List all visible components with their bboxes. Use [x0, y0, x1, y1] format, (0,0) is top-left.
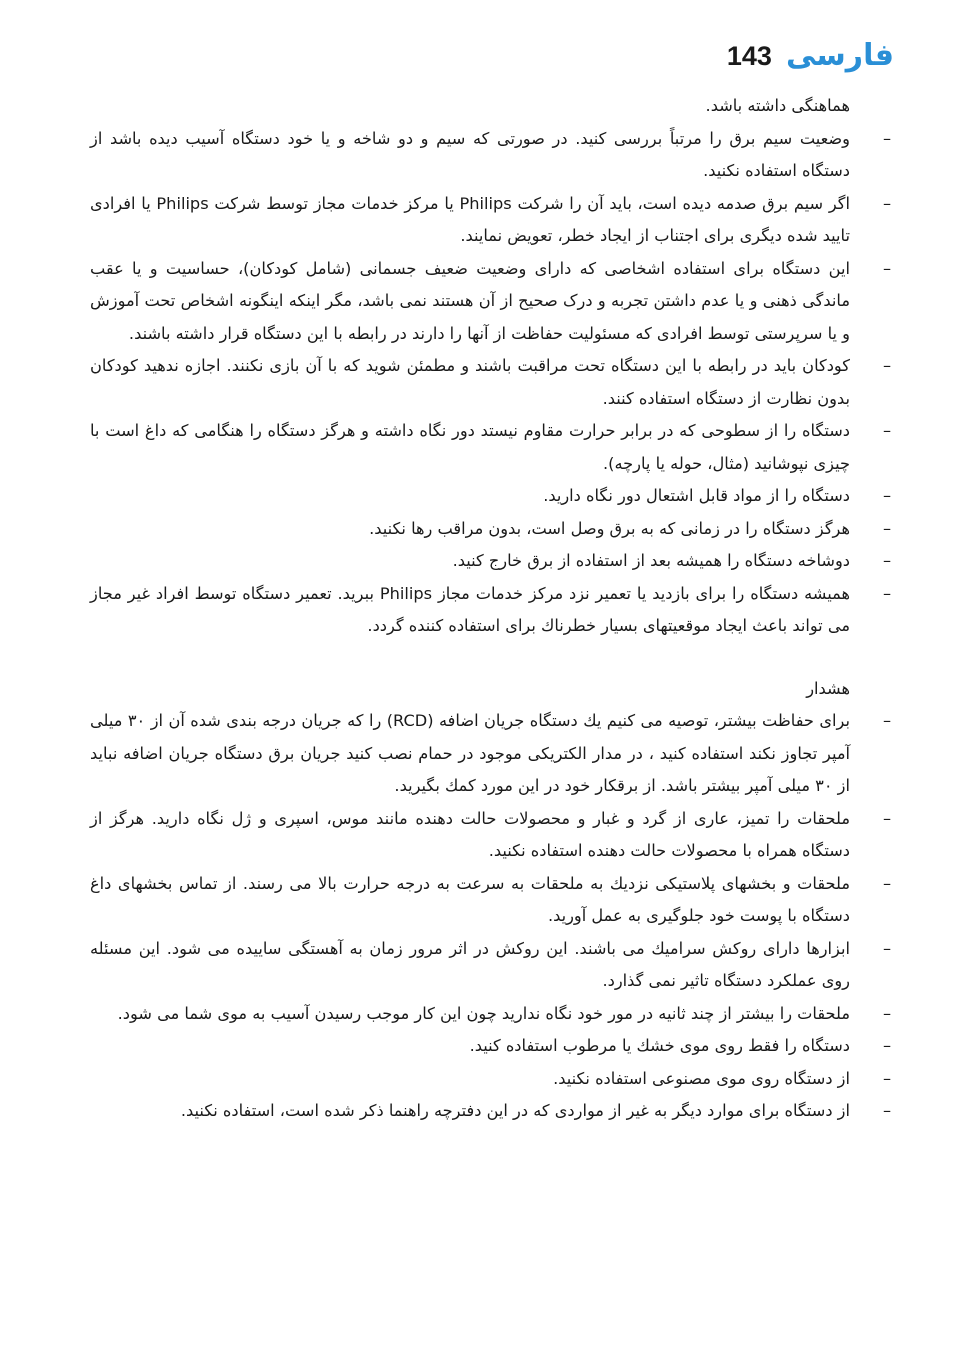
list-item-text: دوشاخه دستگاه را همیشه بعد از استفاده از برق خارج کنید.	[452, 551, 850, 570]
list-item	[90, 415, 892, 480]
bullet-dash: –	[882, 518, 892, 538]
list-item	[90, 188, 892, 253]
bullet-dash: –	[882, 1101, 892, 1120]
list-item-text: ملحقات و بخشهای پلاستیکی نزدیك به ملحقات به سرعت به درجه حرارت بالا می رسند. از تماس بخشهای داغ دستگاه با پوست خود جلوگیری به عمل آورید.	[90, 873, 850, 925]
list-item-text: هرگز دستگاه را در زمانی که به برق وصل است، بدون مراقب رها نکنید.	[369, 518, 850, 538]
bullet-dash: –	[882, 128, 892, 148]
language-title: فارسی	[785, 38, 894, 73]
list-item	[90, 1095, 892, 1128]
bullet-dash: –	[882, 486, 892, 505]
list-item	[90, 705, 892, 803]
warning-list	[90, 705, 892, 1128]
list-item-text: برای حفاظت بیشتر، توصیه می کنیم یك دستگاه جریان اضافه (RCD) را که جریان درجه بندی شده آن از ۳۰ میلی آمپر تجاوز نکند استفاده کنید ، در مدار الکتریکی موجود در حمام نصب کنید جریان برق دستگاه جریان اضافه نباید از ۳۰ میلی آمپر بیشتر باشد. از برقکار خود در این مورد کمك بگیرید.	[90, 711, 850, 795]
bullet-dash: –	[882, 873, 892, 893]
bullet-dash: –	[882, 258, 892, 278]
list-item-text: دستگاه را از مواد قابل اشتعال دور نگاه دارید.	[543, 486, 850, 505]
bullet-dash: –	[882, 938, 892, 958]
bullet-dash: –	[882, 808, 892, 828]
bullet-dash: –	[882, 421, 892, 440]
page-body	[90, 90, 892, 1128]
list-item-text: ابزارها دارای روکش سرامیك می باشند. این روکش در اثر مرور زمان به آهستگی ساییده می شود. این مسئله روی عملکرد دستگاه تاثیر نمی گذارد.	[90, 938, 850, 990]
list-item	[90, 1030, 892, 1063]
list-item-text: ملحقات را بیشتر از چند ثانیه در مور خود نگاه ندارید چون این کار موجب رسیدن آسیب به موی شما می شود.	[117, 1003, 850, 1023]
list-item-text: از دستگاه برای موارد دیگر به غیر از مواردی که در این دفترچه راهنما ذکر شده است، استفاده نکنید.	[180, 1101, 850, 1120]
bullet-dash: –	[882, 551, 892, 570]
list-item	[90, 123, 892, 188]
list-item	[90, 578, 892, 643]
warning-heading: هشدار	[806, 678, 850, 698]
list-item-text: همیشه دستگاه را برای بازدید یا تعمیر نزد مرکز خدمات مجاز Philips ببرید. تعمیر دستگاه توسط افراد غیر مجاز می تواند باعث ایجاد موقعیتهای بسیار خطرناك برای استفاده کننده گردد.	[90, 583, 850, 635]
list-item-text: ملحقات را تمیز، عاری از گرد و غبار و محصولات حالت دهنده مانند موس، اسپری و ژل نگاه دارید. هرگز از دستگاه همراه با محصولات حالت دهنده استفاده نکنید.	[90, 808, 850, 860]
bullet-dash: –	[882, 193, 892, 213]
bullet-dash: –	[882, 356, 892, 375]
list-item	[90, 350, 892, 415]
intro-line: هماهنگی داشته باشد.	[705, 96, 850, 115]
list-item-text: دستگاه را از سطوحی که در برابر حرارت مقاوم نیستد دور نگاه داشته و هرگز دستگاه را هنگامی که داغ است با چیزی نپوشانید (مثال، حوله یا پارچه).	[90, 421, 850, 473]
bullet-dash: –	[882, 1068, 892, 1088]
page-header	[727, 38, 894, 73]
list-item-text: اگر سیم برق صدمه دیده است، باید آن را شرکت Philips یا مرکز خدمات مجاز توسط شرکت Philips یا افرادی تایید شده دیگری برای اجتناب از ایجاد خطر، تعویض نمایند.	[90, 193, 850, 245]
page-number: 143	[726, 41, 772, 71]
bullet-dash: –	[882, 711, 892, 730]
safety-list	[90, 123, 892, 643]
list-item	[90, 253, 892, 351]
list-item-text: دستگاه را فقط روی موی خشك یا مرطوب استفاده کنید.	[469, 1036, 850, 1055]
list-item-text: وضعیت سیم برق را مرتباً بررسی کنید. در صورتی که سیم و دو شاخه و یا خود دستگاه آسیب دیده باشد از دستگاه استفاده نکنید.	[90, 128, 850, 180]
list-item	[90, 1063, 892, 1096]
bullet-dash: –	[882, 1036, 892, 1055]
list-item	[90, 480, 892, 513]
list-item	[90, 545, 892, 578]
list-item	[90, 868, 892, 933]
list-item	[90, 803, 892, 868]
bullet-dash: –	[882, 1003, 892, 1023]
list-item	[90, 933, 892, 998]
list-item	[90, 998, 892, 1031]
bullet-dash: –	[882, 583, 892, 603]
list-item-text: این دستگاه برای استفاده اشخاصی که دارای وضعیت ضعیف جسمانی (شامل کودکان)، حساسیت و یا عقب ماندگی ذهنی و یا عدم داشتن تجربه و درک صحیح از آن هستند نمی باشد، مگر اینکه اینگونه اشخاص تحت آموزش و یا سرپرستی توسط افرادی که مسئولیت حفاظت از آنها را دارند در رابطه با این دستگاه قرار داشته باشند.	[90, 258, 850, 343]
list-item	[90, 513, 892, 546]
list-item-text: کودکان باید در رابطه با این دستگاه تحت مراقبت باشند و مطمئن شوید که با آن بازی نکنند. اجازه ندهید کودکان بدون نظارت از دستگاه استفاده کنند.	[90, 356, 850, 408]
list-item-text: از دستگاه روی موی مصنوعی استفاده نکنید.	[553, 1068, 850, 1088]
